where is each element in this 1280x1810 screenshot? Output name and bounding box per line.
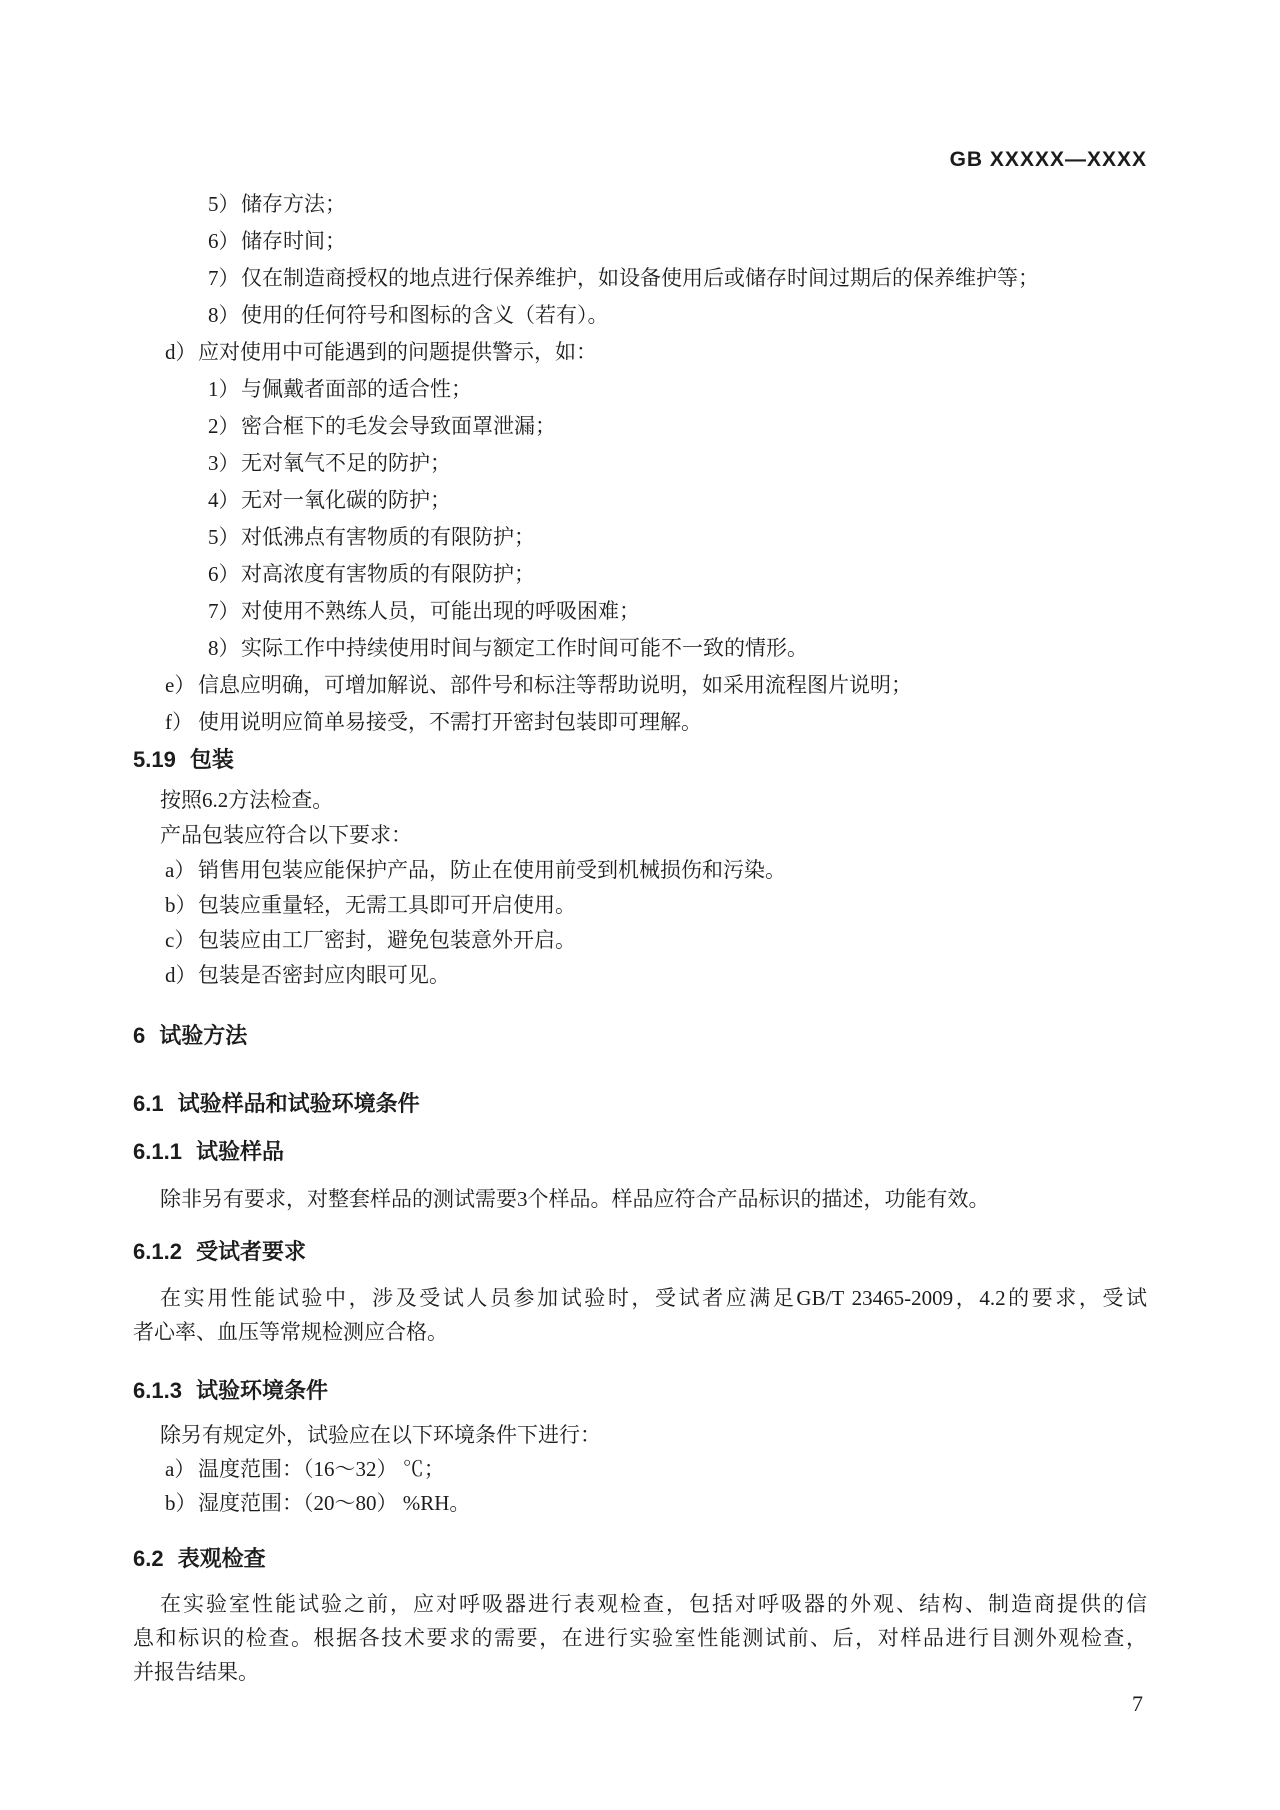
section-title: 包装 <box>189 747 234 772</box>
list-item-number: 1） <box>208 377 240 401</box>
paragraph-line: 在实验室性能试验之前，应对呼吸器进行表观检查，包括对呼吸器的外观、结构、制造商提供的信 <box>160 1592 1147 1616</box>
list-item-number: c） <box>165 928 196 952</box>
list-item <box>133 223 1147 260</box>
section-heading-6-1 <box>133 1089 1147 1119</box>
list-item <box>133 853 1147 888</box>
list-item-number: a） <box>165 858 196 882</box>
list-item-text: 储存时间； <box>241 229 346 253</box>
list-item-text: 仅在制造商授权的地点进行保养维护，如设备使用后或储存时间过期后的保养维护等； <box>241 266 1039 290</box>
section-title: 试验样品和试验环境条件 <box>177 1091 420 1116</box>
section-heading-6 <box>133 1021 1147 1051</box>
list-item-number: b） <box>165 1491 197 1515</box>
paragraph: 除另有规定外，试验应在以下环境条件下进行： <box>160 1423 601 1447</box>
list-item-number: b） <box>165 893 197 917</box>
section-title: 表观检查 <box>177 1546 266 1571</box>
list-item-number: 5） <box>208 525 240 549</box>
section-heading-6-1-2 <box>133 1237 1147 1267</box>
list-item-text: 对低沸点有害物质的有限防护； <box>241 525 535 549</box>
section-title: 试验方法 <box>159 1023 248 1048</box>
list-item-text: 使用说明应简单易接受，不需打开密封包装即可理解。 <box>198 710 702 734</box>
section-title: 试验环境条件 <box>195 1378 328 1403</box>
list-item-text: 包装是否密封应肉眼可见。 <box>198 963 450 987</box>
list-item <box>133 371 1147 408</box>
list-item <box>133 1486 1147 1520</box>
section-number: 6.1 <box>133 1091 164 1116</box>
paragraph <box>133 1587 1147 1689</box>
list-item-text: 应对使用中可能遇到的问题提供警示，如： <box>198 340 597 364</box>
packaging-requirements-list <box>133 853 1147 993</box>
paragraph <box>133 1281 1147 1349</box>
list-item <box>133 445 1147 482</box>
section-title: 受试者要求 <box>195 1239 306 1264</box>
paragraph: 产品包装应符合以下要求： <box>160 823 412 847</box>
section-heading-6-1-3 <box>133 1376 1147 1406</box>
list-item <box>133 958 1147 993</box>
paragraph-line: 在实用性能试验中，涉及受试人员参加试验时，受试者应满足GB/T 23465-2009，4.2的要求，受试 <box>160 1286 1147 1310</box>
list-item <box>133 704 1147 741</box>
section-number: 6.1.3 <box>133 1378 182 1403</box>
list-item-number: 6） <box>208 562 240 586</box>
list-item <box>133 297 1147 334</box>
list-item <box>133 556 1147 593</box>
list-item-number: 8） <box>208 303 240 327</box>
list-item-number: 6） <box>208 229 240 253</box>
list-item-text: 湿度范围：（20～80） %RH。 <box>198 1491 471 1515</box>
list-item <box>133 186 1147 223</box>
list-item-number: 7） <box>208 266 240 290</box>
page-number: 7 <box>1132 1691 1143 1716</box>
list-item <box>133 334 1147 371</box>
list-item <box>133 923 1147 958</box>
list-item-number: d） <box>165 963 197 987</box>
list-item-text: 无对一氧化碳的防护； <box>241 488 451 512</box>
list-item-text: 销售用包装应能保护产品，防止在使用前受到机械损伤和污染。 <box>198 858 786 882</box>
list-item-text: 信息应明确，可增加解说、部件号和标注等帮助说明，如采用流程图片说明； <box>198 673 912 697</box>
list-item <box>133 482 1147 519</box>
list-item-number: 5） <box>208 192 240 216</box>
list-item <box>133 408 1147 445</box>
list-item-text: 包装应由工厂密封，避免包装意外开启。 <box>198 928 576 952</box>
list-item-text: 使用的任何符号和图标的含义（若有）。 <box>241 303 609 327</box>
list-item <box>133 630 1147 667</box>
doc-code-header: GB XXXXX—XXXX <box>949 148 1147 171</box>
section-number: 6 <box>133 1023 146 1048</box>
list-item-text: 无对氧气不足的防护； <box>241 451 451 475</box>
list-item-text: 储存方法； <box>241 192 346 216</box>
list-item-number: d） <box>165 340 197 364</box>
list-item <box>133 519 1147 556</box>
list-item <box>133 1452 1147 1486</box>
section-number: 6.1.2 <box>133 1239 182 1264</box>
list-item-number: 3） <box>208 451 240 475</box>
section-number: 5.19 <box>133 747 176 772</box>
list-item-number: f） <box>165 710 193 734</box>
list-item-number: 8） <box>208 636 240 660</box>
list-item-number: 4） <box>208 488 240 512</box>
section-number: 6.2 <box>133 1546 164 1571</box>
section-heading-6-2 <box>133 1544 1147 1574</box>
paragraph-line: 并报告结果。 <box>133 1660 259 1684</box>
section-number: 6.1.1 <box>133 1139 182 1164</box>
paragraph: 按照6.2方法检查。 <box>160 788 334 812</box>
section-heading-6-1-1 <box>133 1137 1147 1167</box>
section-heading-5-19 <box>133 745 1147 775</box>
paragraph: 除非另有要求，对整套样品的测试需要3个样品。样品应符合产品标识的描述，功能有效。 <box>160 1187 990 1211</box>
list-item-text: 与佩戴者面部的适合性； <box>241 377 472 401</box>
list-item-text: 包装应重量轻，无需工具即可开启使用。 <box>198 893 576 917</box>
list-item <box>133 593 1147 630</box>
section-title: 试验样品 <box>195 1139 284 1164</box>
list-item-number: a） <box>165 1457 196 1481</box>
paragraph-line: 者心率、血压等常规检测应合格。 <box>133 1320 448 1344</box>
top-list <box>133 186 1147 741</box>
environment-conditions-list <box>133 1452 1147 1520</box>
list-item-text: 实际工作中持续使用时间与额定工作时间可能不一致的情形。 <box>241 636 808 660</box>
list-item-text: 对高浓度有害物质的有限防护； <box>241 562 535 586</box>
list-item-number: 7） <box>208 599 240 623</box>
list-item-number: e） <box>165 673 196 697</box>
list-item <box>133 667 1147 704</box>
list-item-text: 温度范围：（16～32） ℃； <box>198 1457 445 1481</box>
list-item-text: 对使用不熟练人员，可能出现的呼吸困难； <box>241 599 640 623</box>
paragraph-line: 息和标识的检查。根据各技术要求的需要，在进行实验室性能测试前、后，对样品进行目测外观检查， <box>133 1626 1147 1650</box>
list-item-number: 2） <box>208 414 240 438</box>
list-item <box>133 260 1147 297</box>
list-item <box>133 888 1147 923</box>
list-item-text: 密合框下的毛发会导致面罩泄漏； <box>241 414 556 438</box>
